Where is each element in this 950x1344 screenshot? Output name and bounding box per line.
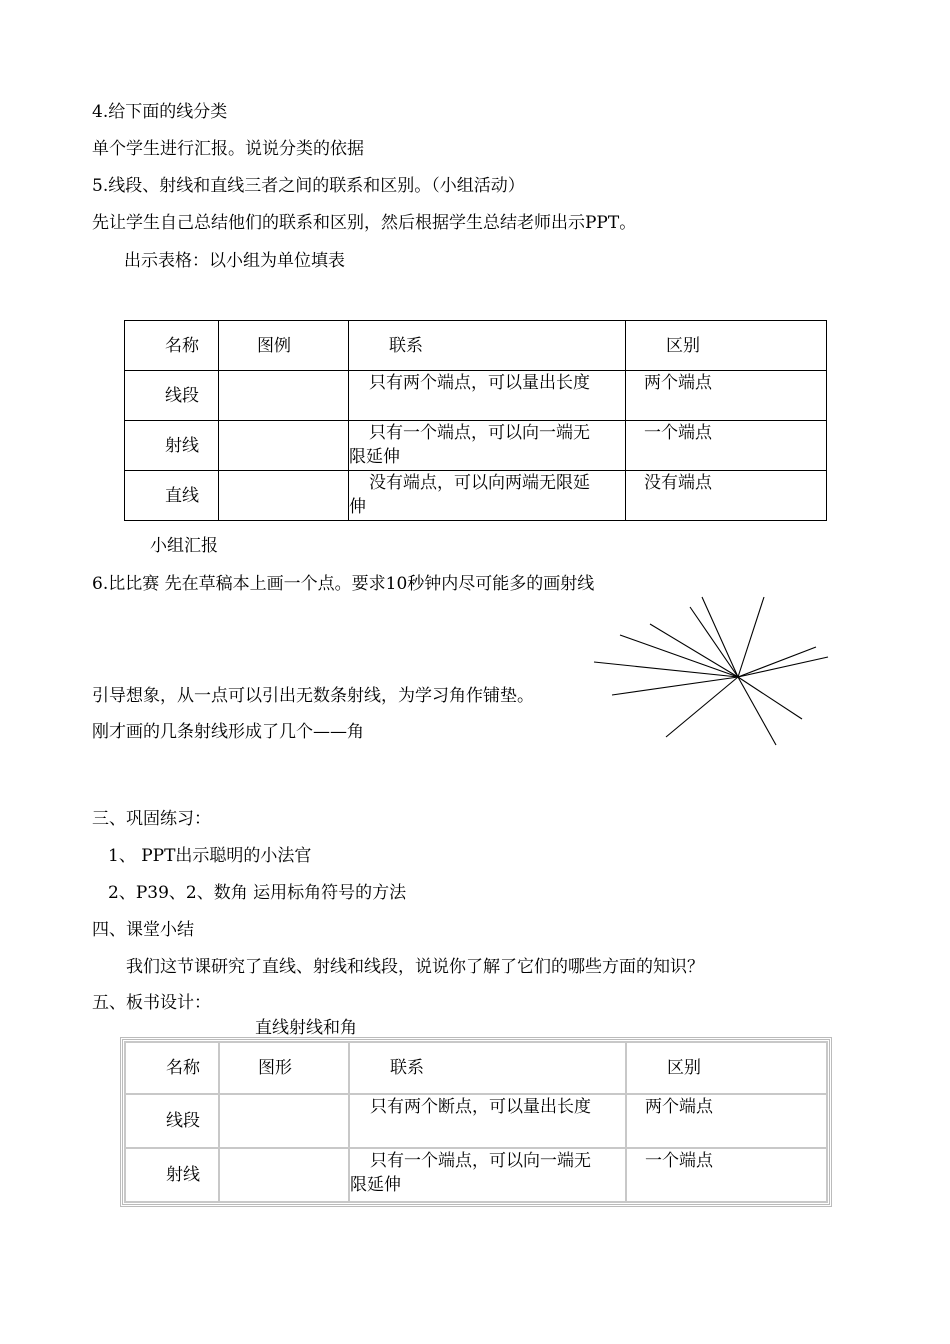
header-relation: 联系 <box>349 1042 626 1094</box>
section-5-heading: 五、板书设计： <box>92 993 211 1013</box>
relation-text-cont: 伸 <box>349 497 366 517</box>
comparison-table <box>124 320 827 521</box>
header-figure: 图例 <box>219 321 349 371</box>
row-difference: 两个端点 <box>626 371 827 421</box>
exercise-1-text: 1、 PPT出示聪明的小法官 <box>108 846 312 866</box>
row-relation <box>349 371 626 421</box>
row-figure <box>219 1094 349 1148</box>
relation-text: 只有一个端点，可以向一端无 <box>370 1151 591 1171</box>
group-report-text: 小组汇报 <box>150 536 218 556</box>
exercise-2-text: 2、P39、2、数角 运用标角符号的方法 <box>108 883 407 903</box>
row-relation <box>349 471 626 521</box>
row-name: 线段 <box>125 1094 219 1148</box>
row-difference: 一个端点 <box>626 1148 827 1202</box>
board-title: 直线射线和角 <box>255 1018 357 1038</box>
section-4-heading: 四、课堂小结 <box>92 920 194 940</box>
header-name: 名称 <box>125 1042 219 1094</box>
row-figure <box>219 421 349 471</box>
relation-text: 只有一个端点，可以向一端无 <box>369 423 590 443</box>
row-figure <box>219 1148 349 1202</box>
table-row <box>125 421 827 471</box>
row-name: 直线 <box>125 471 219 521</box>
item-6-heading: 6.比比赛 先在草稿本上画一个点。要求10秒钟内尽可能多的画射线 <box>92 574 595 594</box>
board-design-table <box>124 1041 828 1203</box>
item-5-heading: 5.线段、射线和直线三者之间的联系和区别。（小组活动） <box>92 176 525 196</box>
relation-text: 只有两个端点，可以量出长度 <box>369 373 590 393</box>
row-difference: 两个端点 <box>626 1094 827 1148</box>
row-name: 射线 <box>125 1148 219 1202</box>
summary-instruction: 先让学生自己总结他们的联系和区别，然后根据学生总结老师出示PPT。 <box>92 213 637 233</box>
table-instruction: 出示表格：以小组为单位填表 <box>124 251 345 271</box>
table-row <box>125 1148 827 1202</box>
relation-text: 没有端点，可以向两端无限延 <box>369 473 590 493</box>
row-relation <box>349 421 626 471</box>
table-row <box>125 471 827 521</box>
table-header-row <box>125 321 827 371</box>
relation-text-cont: 限延伸 <box>350 1175 401 1195</box>
guided-imagination-text: 引导想象，从一点可以引出无数条射线，为学习角作铺垫。 <box>92 686 534 706</box>
row-relation <box>349 1148 626 1202</box>
student-report-text: 单个学生进行汇报。说说分类的依据 <box>92 139 364 159</box>
lesson-summary-text: 我们这节课研究了直线、射线和线段，说说你了解了它们的哪些方面的知识？ <box>126 957 704 977</box>
relation-text: 只有两个断点，可以量出长度 <box>370 1097 591 1117</box>
table-header-row <box>125 1042 827 1094</box>
header-name: 名称 <box>125 321 219 371</box>
row-name: 射线 <box>125 421 219 471</box>
angles-question-text: 刚才画的几条射线形成了几个——角 <box>92 722 364 742</box>
row-name: 线段 <box>125 371 219 421</box>
item-4-heading: 4.给下面的线分类 <box>92 102 228 122</box>
header-difference: 区别 <box>626 1042 827 1094</box>
row-difference: 没有端点 <box>626 471 827 521</box>
header-difference: 区别 <box>626 321 827 371</box>
relation-text-cont: 限延伸 <box>349 447 400 467</box>
header-relation: 联系 <box>349 321 626 371</box>
row-figure <box>219 371 349 421</box>
row-figure <box>219 471 349 521</box>
row-difference: 一个端点 <box>626 421 827 471</box>
section-3-heading: 三、巩固练习： <box>92 809 211 829</box>
table-row <box>125 1094 827 1148</box>
row-relation <box>349 1094 626 1148</box>
table-row <box>125 371 827 421</box>
header-shape: 图形 <box>219 1042 349 1094</box>
rays-from-point-figure <box>590 595 830 750</box>
